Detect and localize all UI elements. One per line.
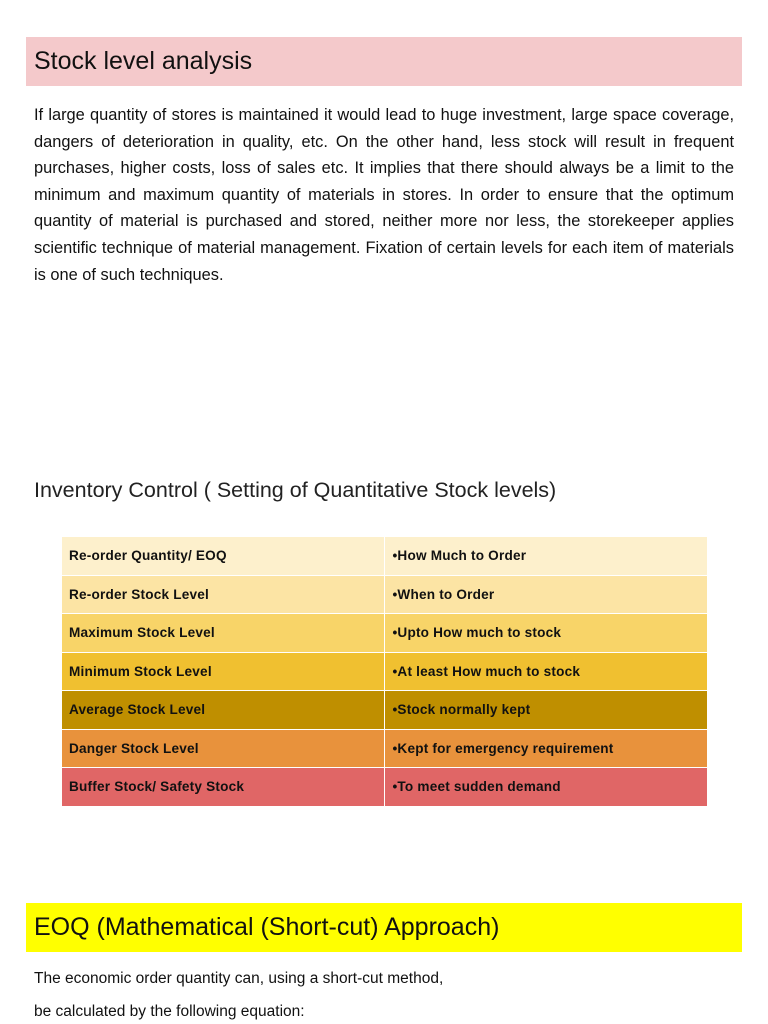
level-name-cell: Maximum Stock Level [62,614,385,653]
table-row [62,729,708,768]
table-row [62,652,708,691]
level-name-cell: Minimum Stock Level [62,652,385,691]
heading-text: EOQ (Mathematical (Short-cut) Approach) [34,913,500,941]
level-name-cell: Average Stock Level [62,691,385,730]
stock-levels-table-body [62,537,708,807]
inventory-control-heading: Inventory Control ( Setting of Quantitative Stock levels) [34,478,557,502]
table-row [62,537,708,576]
level-meaning-cell: •At least How much to stock [385,652,708,691]
level-meaning-cell: •To meet sudden demand [385,768,708,807]
table-row [62,691,708,730]
eoq-description-line: be calculated by the following equation: [34,1003,305,1020]
table-row [62,575,708,614]
level-meaning-cell: •When to Order [385,575,708,614]
level-name-cell: Buffer Stock/ Safety Stock [62,768,385,807]
level-name-cell: Re-order Quantity/ EOQ [62,537,385,576]
heading-text: Stock level analysis [34,47,253,75]
level-name-cell: Danger Stock Level [62,729,385,768]
table-row [62,768,708,807]
stock-level-analysis-heading [26,37,742,86]
eoq-heading [26,903,742,952]
level-name-cell: Re-order Stock Level [62,575,385,614]
intro-paragraph: If large quantity of stores is maintained it would lead to huge investment, large space coverage, dangers of deterioration in quality, etc. On the other hand, less stock will result in frequent purchases, higher costs, loss of sales etc. It implies that there should always be a limit to the minimum and maximum quantity of materials in stores. In order to ensure that the optimum quantity of material is purchased and stored, neither more nor less, the storekeeper applies scientific technique of material management. Fixation of certain levels for each item of materials is one of such techniques. [34,106,734,284]
level-meaning-cell: •Kept for emergency requirement [385,729,708,768]
level-meaning-cell: •Upto How much to stock [385,614,708,653]
level-meaning-cell: •How Much to Order [385,537,708,576]
eoq-description-line: The economic order quantity can, using a short-cut method, [34,970,444,987]
table-row [62,614,708,653]
stock-levels-table [61,536,708,807]
level-meaning-cell: •Stock normally kept [385,691,708,730]
